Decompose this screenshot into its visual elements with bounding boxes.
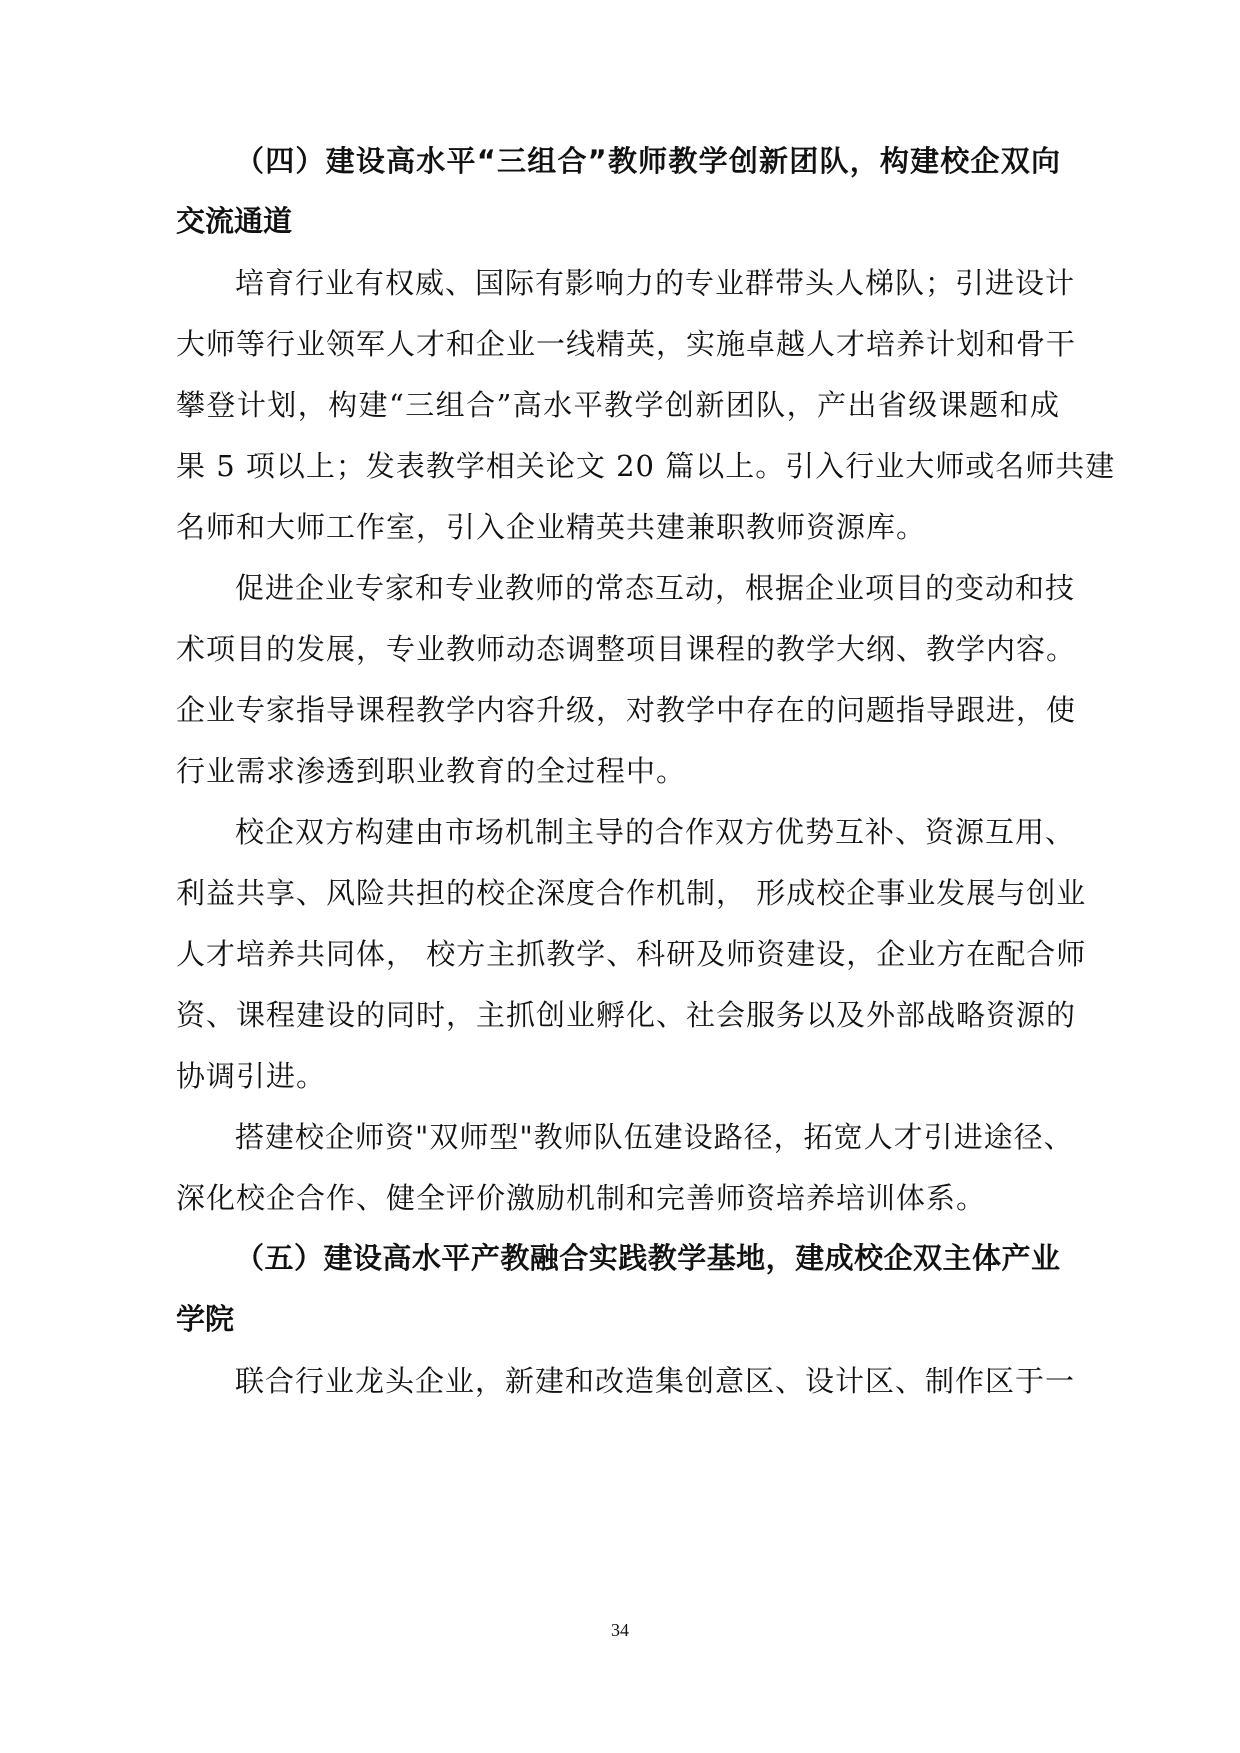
paragraph-3-line-5: 协调引进。 [176, 1059, 327, 1093]
section-4-heading-line-1: （四）建设高水平“三组合”教师教学创新团队，构建校企双向 [235, 144, 1060, 178]
paragraph-1-line-3: 攀登计划，构建“三组合”高水平教学创新团队，产出省级课题和成 [176, 388, 1060, 422]
paragraph-1-line-4: 果 5 项以上；发表教学相关论文 20 篇以上。引入行业大师或名师共建 [176, 449, 1116, 483]
paragraph-2-line-3: 企业专家指导课程教学内容升级，对教学中存在的问题指导跟进，使 [176, 693, 1077, 727]
paragraph-5-line-1: 联合行业龙头企业，新建和改造集创意区、设计区、制作区于一 [235, 1364, 1076, 1398]
paragraph-2-line-1: 促进企业专家和专业教师的常态互动，根据企业项目的变动和技 [235, 571, 1076, 605]
paragraph-1-line-1: 培育行业有权威、国际有影响力的专业群带头人梯队；引进设计 [235, 266, 1076, 300]
paragraph-2-line-2: 术项目的发展，专业教师动态调整项目课程的教学大纲、教学内容。 [176, 632, 1077, 666]
paragraph-1-line-2: 大师等行业领军人才和企业一线精英，实施卓越人才培养计划和骨干 [176, 327, 1077, 361]
paragraph-2-line-4: 行业需求渗透到职业教育的全过程中。 [176, 754, 687, 788]
paragraph-3-line-2: 利益共享、风险共担的校企深度合作机制， 形成校企事业发展与创业 [176, 876, 1087, 910]
paragraph-4-line-1: 搭建校企师资"双师型"教师队伍建设路径，拓宽人才引进途径、 [235, 1120, 1074, 1154]
paragraph-3-line-3: 人才培养共同体， 校方主抓教学、科研及师资建设，企业方在配合师 [176, 937, 1087, 971]
paragraph-3-line-4: 资、课程建设的同时，主抓创业孵化、社会服务以及外部战略资源的 [176, 998, 1077, 1032]
paragraph-1-line-5: 名师和大师工作室，引入企业精英共建兼职教师资源库。 [176, 510, 927, 544]
page-number: 34 [611, 1620, 629, 1640]
section-4-heading-line-2: 交流通道 [176, 204, 293, 238]
section-5-heading-line-2: 学院 [176, 1302, 235, 1336]
paragraph-3-line-1: 校企双方构建由市场机制主导的合作双方优势互补、资源互用、 [235, 815, 1076, 849]
paragraph-4-line-2: 深化校企合作、健全评价激励机制和完善师资培养培训体系。 [176, 1181, 987, 1215]
section-5-heading-line-1: （五）建设高水平产教融合实践教学基地，建成校企双主体产业 [235, 1241, 1060, 1275]
